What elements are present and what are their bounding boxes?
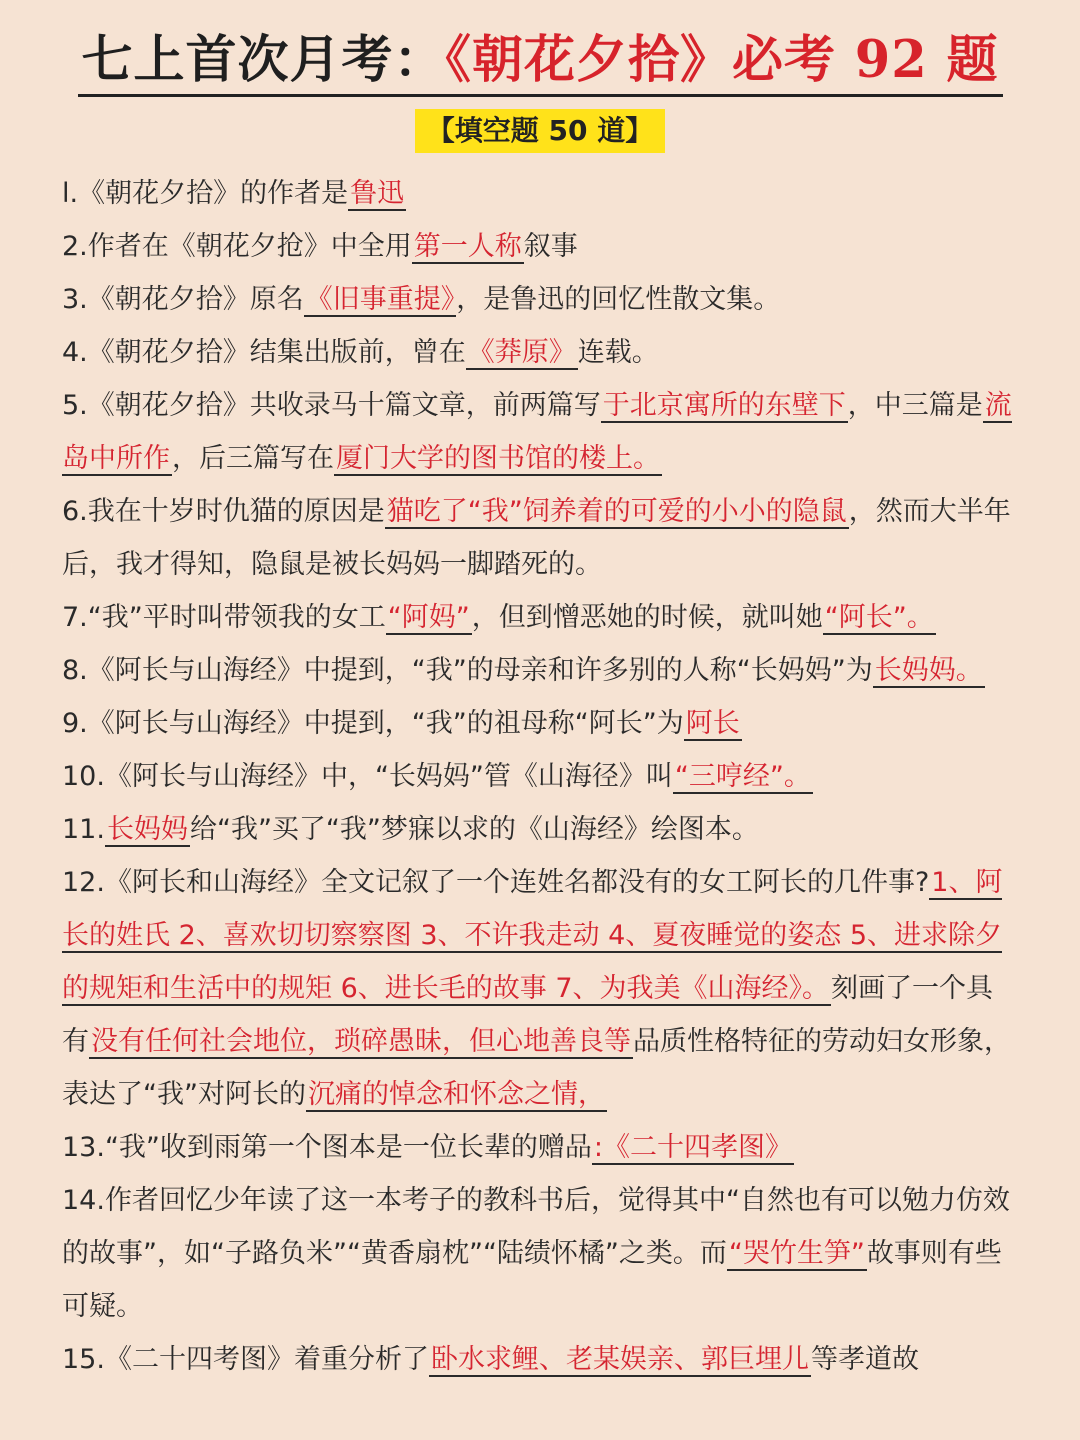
question-q8 [62,644,1018,697]
question-list [62,167,1018,1386]
answer-text: 《莽原》 [467,337,576,368]
question-text: 品质性格特征的劳动妇女形象，表达了“我”对阿长的 [62,1026,1011,1110]
question-text: 5.《朝花夕拾》共收录马十篇文章，前两篇写 [62,390,601,421]
question-q4 [62,326,1018,379]
answer-text: 流岛中所作 [62,390,1012,474]
question-q9 [62,697,1018,750]
question-q11 [62,803,1018,856]
question-text: 叙事 [523,231,578,262]
question-q3 [62,273,1018,326]
question-text: 15.《二十四考图》着重分析了 [62,1344,429,1375]
answer-text: 卧水求鲤、老某娱亲、郭巨埋儿 [430,1344,809,1375]
answer-text: 鲁迅 [350,178,405,209]
question-text: 7.“我”平时叫带领我的女工 [62,602,386,633]
question-text: 14.作者回忆少年读了这一本考子的教科书后，觉得其中“自然也有可以勉力仿效的故事”，如“子路负米”“黄香扇枕”“陆绩怀橘”之类。而 [62,1185,1010,1269]
question-text: ，但到憎恶她的时候，就叫她 [471,602,823,633]
question-text: 6.我在十岁时仇猫的原因是 [62,496,385,527]
answer-text: 长妈妈 [106,814,188,845]
question-q10 [62,750,1018,803]
question-text: 9.《阿长与山海经》中提到，“我”的祖母称“阿长”为 [62,708,684,739]
question-q14 [62,1174,1018,1333]
question-q6 [62,485,1018,591]
question-text: ，然而大半年后，我才得知，隐鼠是被长妈妈一脚踏死的。 [62,496,1011,580]
question-q15 [62,1333,1018,1386]
answer-text: 1、阿长的姓氏 2、喜欢切切察察图 3、不许我走动 4、夏夜睡觉的姿态 5、进求除夕的规矩和生活中的规矩 6、进长毛的故事 7、为我美《山海经》。 [62,867,1003,1004]
question-text: 11. [62,814,105,845]
page-title [78,28,1003,97]
question-text: 刻画了一个具有 [62,973,994,1057]
question-q7 [62,591,1018,644]
question-q5 [62,379,1018,485]
question-text: 10.《阿长与山海经》中，“长妈妈”管《山海径》叫 [62,761,673,792]
answer-text: 没有任何社会地位，琐碎愚昧，但心地善良等 [91,1026,631,1057]
question-text: 2.作者在《朝花夕抢》中全用 [62,231,412,262]
question-text: ，中三篇是 [847,390,983,421]
question-text: 3.《朝花夕拾》原名 [62,284,304,315]
answer-text: 沉痛的悼念和怀念之情， [307,1079,605,1110]
answer-text: 第一人称 [413,231,522,262]
section-badge: 【填空题 50 道】 [415,109,665,153]
answer-text: “三哼经”。 [674,761,811,792]
question-text: ，后三篇写在 [172,443,334,474]
section-badge-area [62,109,1018,153]
answer-text: 于北京寓所的东壁下 [602,390,846,421]
title-area [62,0,1018,97]
question-text: 4.《朝花夕拾》结集出版前，曾在 [62,337,466,368]
question-q13 [62,1121,1018,1174]
answer-text: “阿妈” [387,602,470,633]
answer-text: “哭竹生笋” [728,1238,865,1269]
answer-text: :《二十四孝图》 [593,1132,793,1163]
question-q2 [62,220,1018,273]
question-text: 连载。 [577,337,659,368]
answer-text: 《旧事重提》 [305,284,455,315]
answer-text: 猫吃了“我”饲养着的可爱的小小的隐鼠 [386,496,847,527]
question-text: ，是鲁迅的回忆性散文集。 [456,284,781,315]
question-q12 [62,856,1018,1121]
answer-text: 厦门大学的图书馆的楼上。 [336,443,660,474]
page-title-main: 七上首次月考： [81,30,446,90]
answer-text: “阿长”。 [824,602,934,633]
question-q1 [62,167,1018,220]
question-text: 等孝道故 [810,1344,919,1375]
question-text: 给“我”买了“我”梦寐以求的《山海经》绘图本。 [189,814,759,845]
question-text: 13.“我”收到雨第一个图本是一位长辈的赠品 [62,1132,592,1163]
page-title-highlight: 《朝花夕拾》必考 92 题 [445,30,999,90]
question-text: 8.《阿长与山海经》中提到，“我”的母亲和许多别的人称“长妈妈”为 [62,655,873,686]
question-text: l.《朝花夕拾》的作者是 [62,178,349,209]
answer-text: 阿长 [685,708,740,739]
answer-text: 长妈妈。 [874,655,983,686]
question-text: 故事则有些可疑。 [62,1238,1002,1322]
question-text: 12.《阿长和山海经》全文记叙了一个连姓名都没有的女工阿长的几件事? [62,867,930,898]
